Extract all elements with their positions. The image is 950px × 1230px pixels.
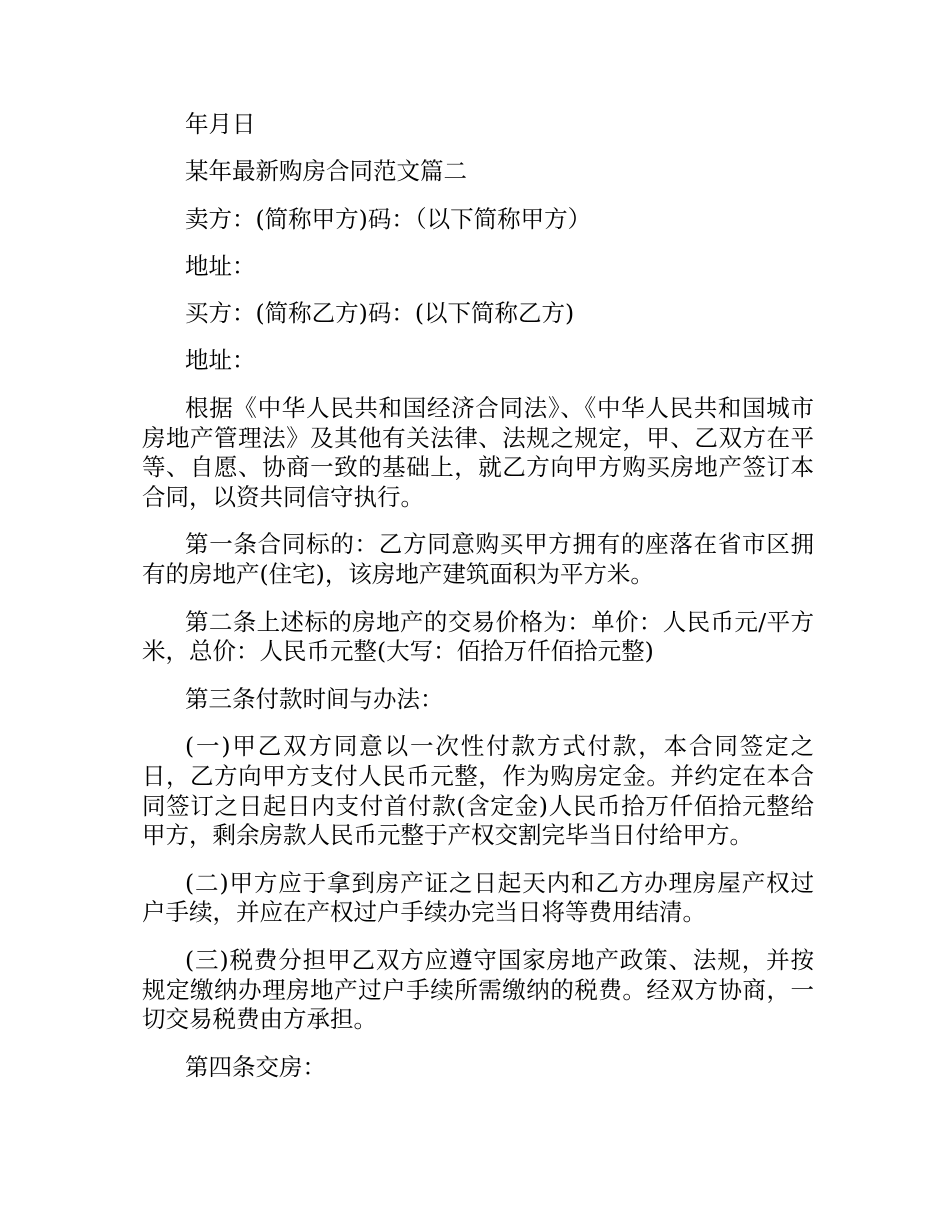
article-4-heading: 第四条交房：: [185, 1052, 326, 1081]
seller-address-line: 地址：: [185, 251, 256, 280]
article-2-paragraph: 第二条上述标的房地产的交易价格为：单价：人民币元/平方米，总价：人民币元整(大写：佰拾万仟佰拾元整): [142, 607, 814, 666]
preamble-paragraph: 根据《中华人民共和国经济合同法》、《中华人民共和国城市房地产管理法》及其他有关法律、法规之规定，甲、乙双方在平等、自愿、协商一致的基础上，就乙方向甲方购买房地产签订本合同，以资共同信守执行。: [142, 393, 814, 512]
seller-line: 卖方：(简称甲方)码：（以下简称甲方）: [185, 204, 592, 233]
document-body: [142, 110, 814, 1100]
article-3-heading: 第三条付款时间与办法：: [185, 684, 444, 713]
date-line: 年月日: [185, 110, 256, 138]
buyer-address-line: 地址：: [185, 346, 256, 375]
article-3-clause-3: (三)税费分担甲乙双方应遵守国家房地产政策、法规，并按规定缴纳办理房地产过户手续所需缴纳的税费。经双方协商，一切交易税费由方承担。: [142, 945, 814, 1034]
article-1-paragraph: 第一条合同标的：乙方同意购买甲方拥有的座落在省市区拥有的房地产(住宅)，该房地产建筑面积为平方米。: [142, 530, 814, 589]
article-3-clause-1: (一)甲乙双方同意以一次性付款方式付款，本合同签定之日，乙方向甲方支付人民币元整，作为购房定金。并约定在本合同签订之日起日内支付首付款(含定金)人民币拾万仟佰拾元整给甲方，剩余房款人民币元整于产权交割完毕当日付给甲方。: [142, 731, 814, 850]
buyer-line: 买方：(简称乙方)码：(以下简称乙方): [185, 299, 575, 328]
document-title: 某年最新购房合同范文篇二: [185, 157, 467, 186]
article-3-clause-2: (二)甲方应于拿到房产证之日起天内和乙方办理房屋产权过户手续，并应在产权过户手续办完当日将等费用结清。: [142, 868, 814, 927]
